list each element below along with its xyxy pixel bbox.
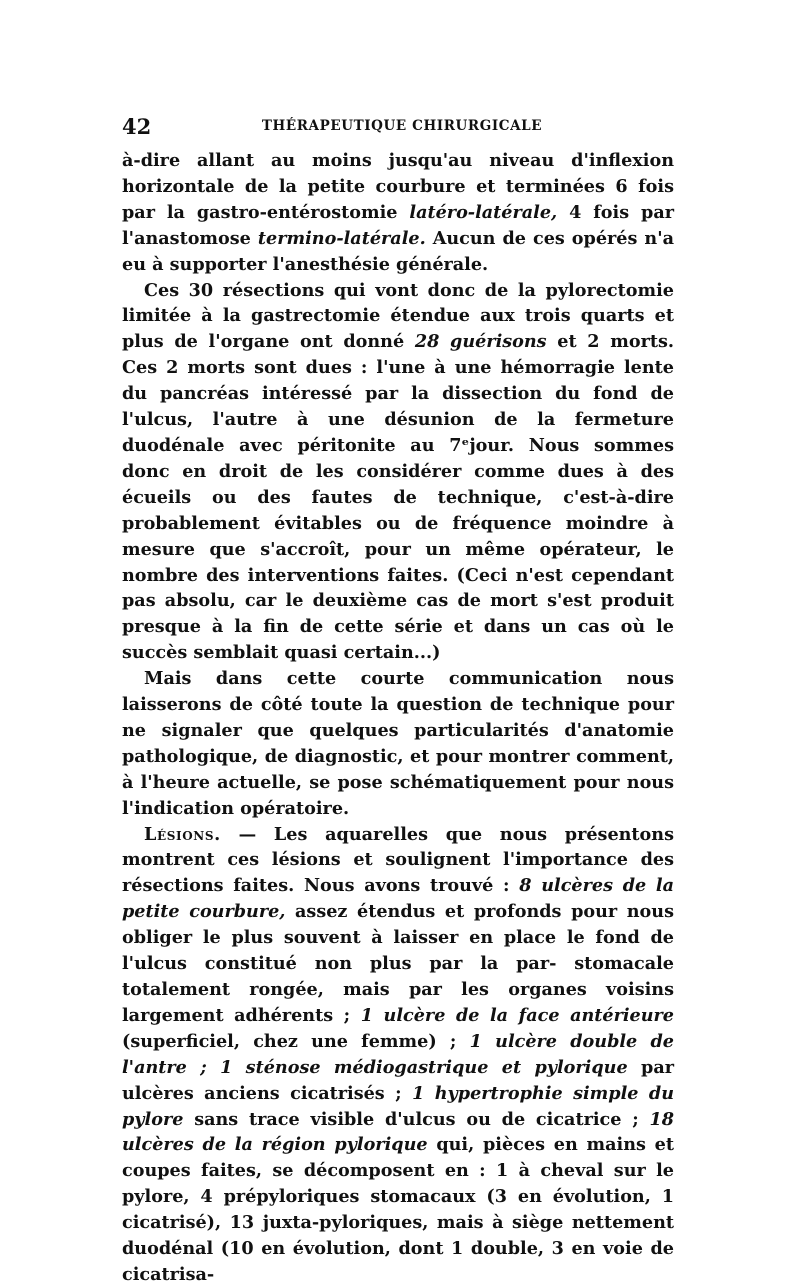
text-run: qui, pièces en mains et coupes faites, se décomposent en : 1 à cheval sur le pylore, 4 prépyloriques stomacaux (3 en évolution, 1 cicatrisé), 13 juxta-pyloriques, mais à siège nettement duodénal (10 en évolution, dont 1 double, 3 en voie de cicatrisa- xyxy=(122,1134,674,1285)
text-run: — Les aquarelles que nous présentons montrent ces lésions et soulignent l'importance des résections faites. Nous avons trouvé : xyxy=(122,823,674,897)
body-text xyxy=(122,148,674,1288)
text-run: et 2 morts. Ces 2 morts sont dues : l'une à une hémorragie lente du pancréas intéressé par la dissection du fond de l'ulcus, l'autre à une désunion de la fermeture duodénale avec péritonite au 7ᵉjour. Nous sommes donc en droit de les considérer comme dues à des écueils ou des fautes de technique, c'est-à-dire probablement évitables ou de fréquence moindre à mesure que s'accroît, pour un même opérateur, le nombre des interventions faites. (Ceci n'est cependant pas absolu, car le deuxième cas de mort s'est produit presque à la fin de cette série et dans un cas où le succès semblait quasi certain...) xyxy=(122,331,674,664)
text-run: à-dire allant au moins jusqu'au niveau d'inflexion horizontale de la petite courbure et terminées 6 fois par la gastro-entérostomie xyxy=(122,150,674,223)
italic-term: 18 ulcères de la région pylorique xyxy=(122,1108,674,1156)
section-heading: Lésions. xyxy=(144,823,221,845)
italic-term: 1 ulcère de la face antérieure xyxy=(360,1004,674,1026)
text-run: par ulcères anciens cicatrisés ; xyxy=(122,1056,674,1104)
text-run: sans trace visible d'ulcus ou de cicatrice ; xyxy=(183,1108,650,1130)
paragraph-communication: Mais dans cette courte communication nous laisserons de côté toute la question de technique pour ne signaler que quelques particularités d'anatomie pathologique, de diagnostic, et pour montrer comment, à l'heure actuelle, se pose schématiquement pour nous l'indication opératoire. xyxy=(122,668,674,819)
paragraph-resections xyxy=(122,278,674,667)
italic-term: 1 hypertrophie simple du pylore xyxy=(122,1082,674,1130)
page-header xyxy=(122,112,682,142)
text-run: assez étendus et profonds pour nous obliger le plus souvent à laisser en place le fond de l'ulcus constitué non plus par la par- stomacale totalement rongée, mais par les organes voisins largement adhérents ; xyxy=(122,901,674,1026)
text-run: (superficiel, chez une femme) ; xyxy=(122,1030,470,1052)
paragraph-continued xyxy=(122,148,674,278)
italic-term: 8 ulcères de la petite courbure, xyxy=(122,875,675,923)
text-run: 4 fois par l'anastomose xyxy=(122,201,675,249)
text-run: Aucun de ces opérés n'a eu à supporter l'anesthésie générale. xyxy=(122,227,674,275)
italic-term: termino-latérale. xyxy=(257,227,426,249)
italic-term: 28 guérisons xyxy=(414,331,547,353)
paragraph-lesions xyxy=(122,822,674,1288)
italic-term: latéro-latérale, xyxy=(409,201,558,223)
text-run: Ces 30 résections qui vont donc de la pylorectomie limitée à la gastrectomie étendue aux trois quarts et plus de l'organe ont donné xyxy=(122,279,674,353)
page-number: 42 xyxy=(122,114,152,139)
italic-term: 1 ulcère double de l'antre ; 1 sténose médiogastrique et pylorique xyxy=(122,1030,674,1078)
running-title: THÉRAPEUTIQUE CHIRURGICALE xyxy=(261,118,543,134)
